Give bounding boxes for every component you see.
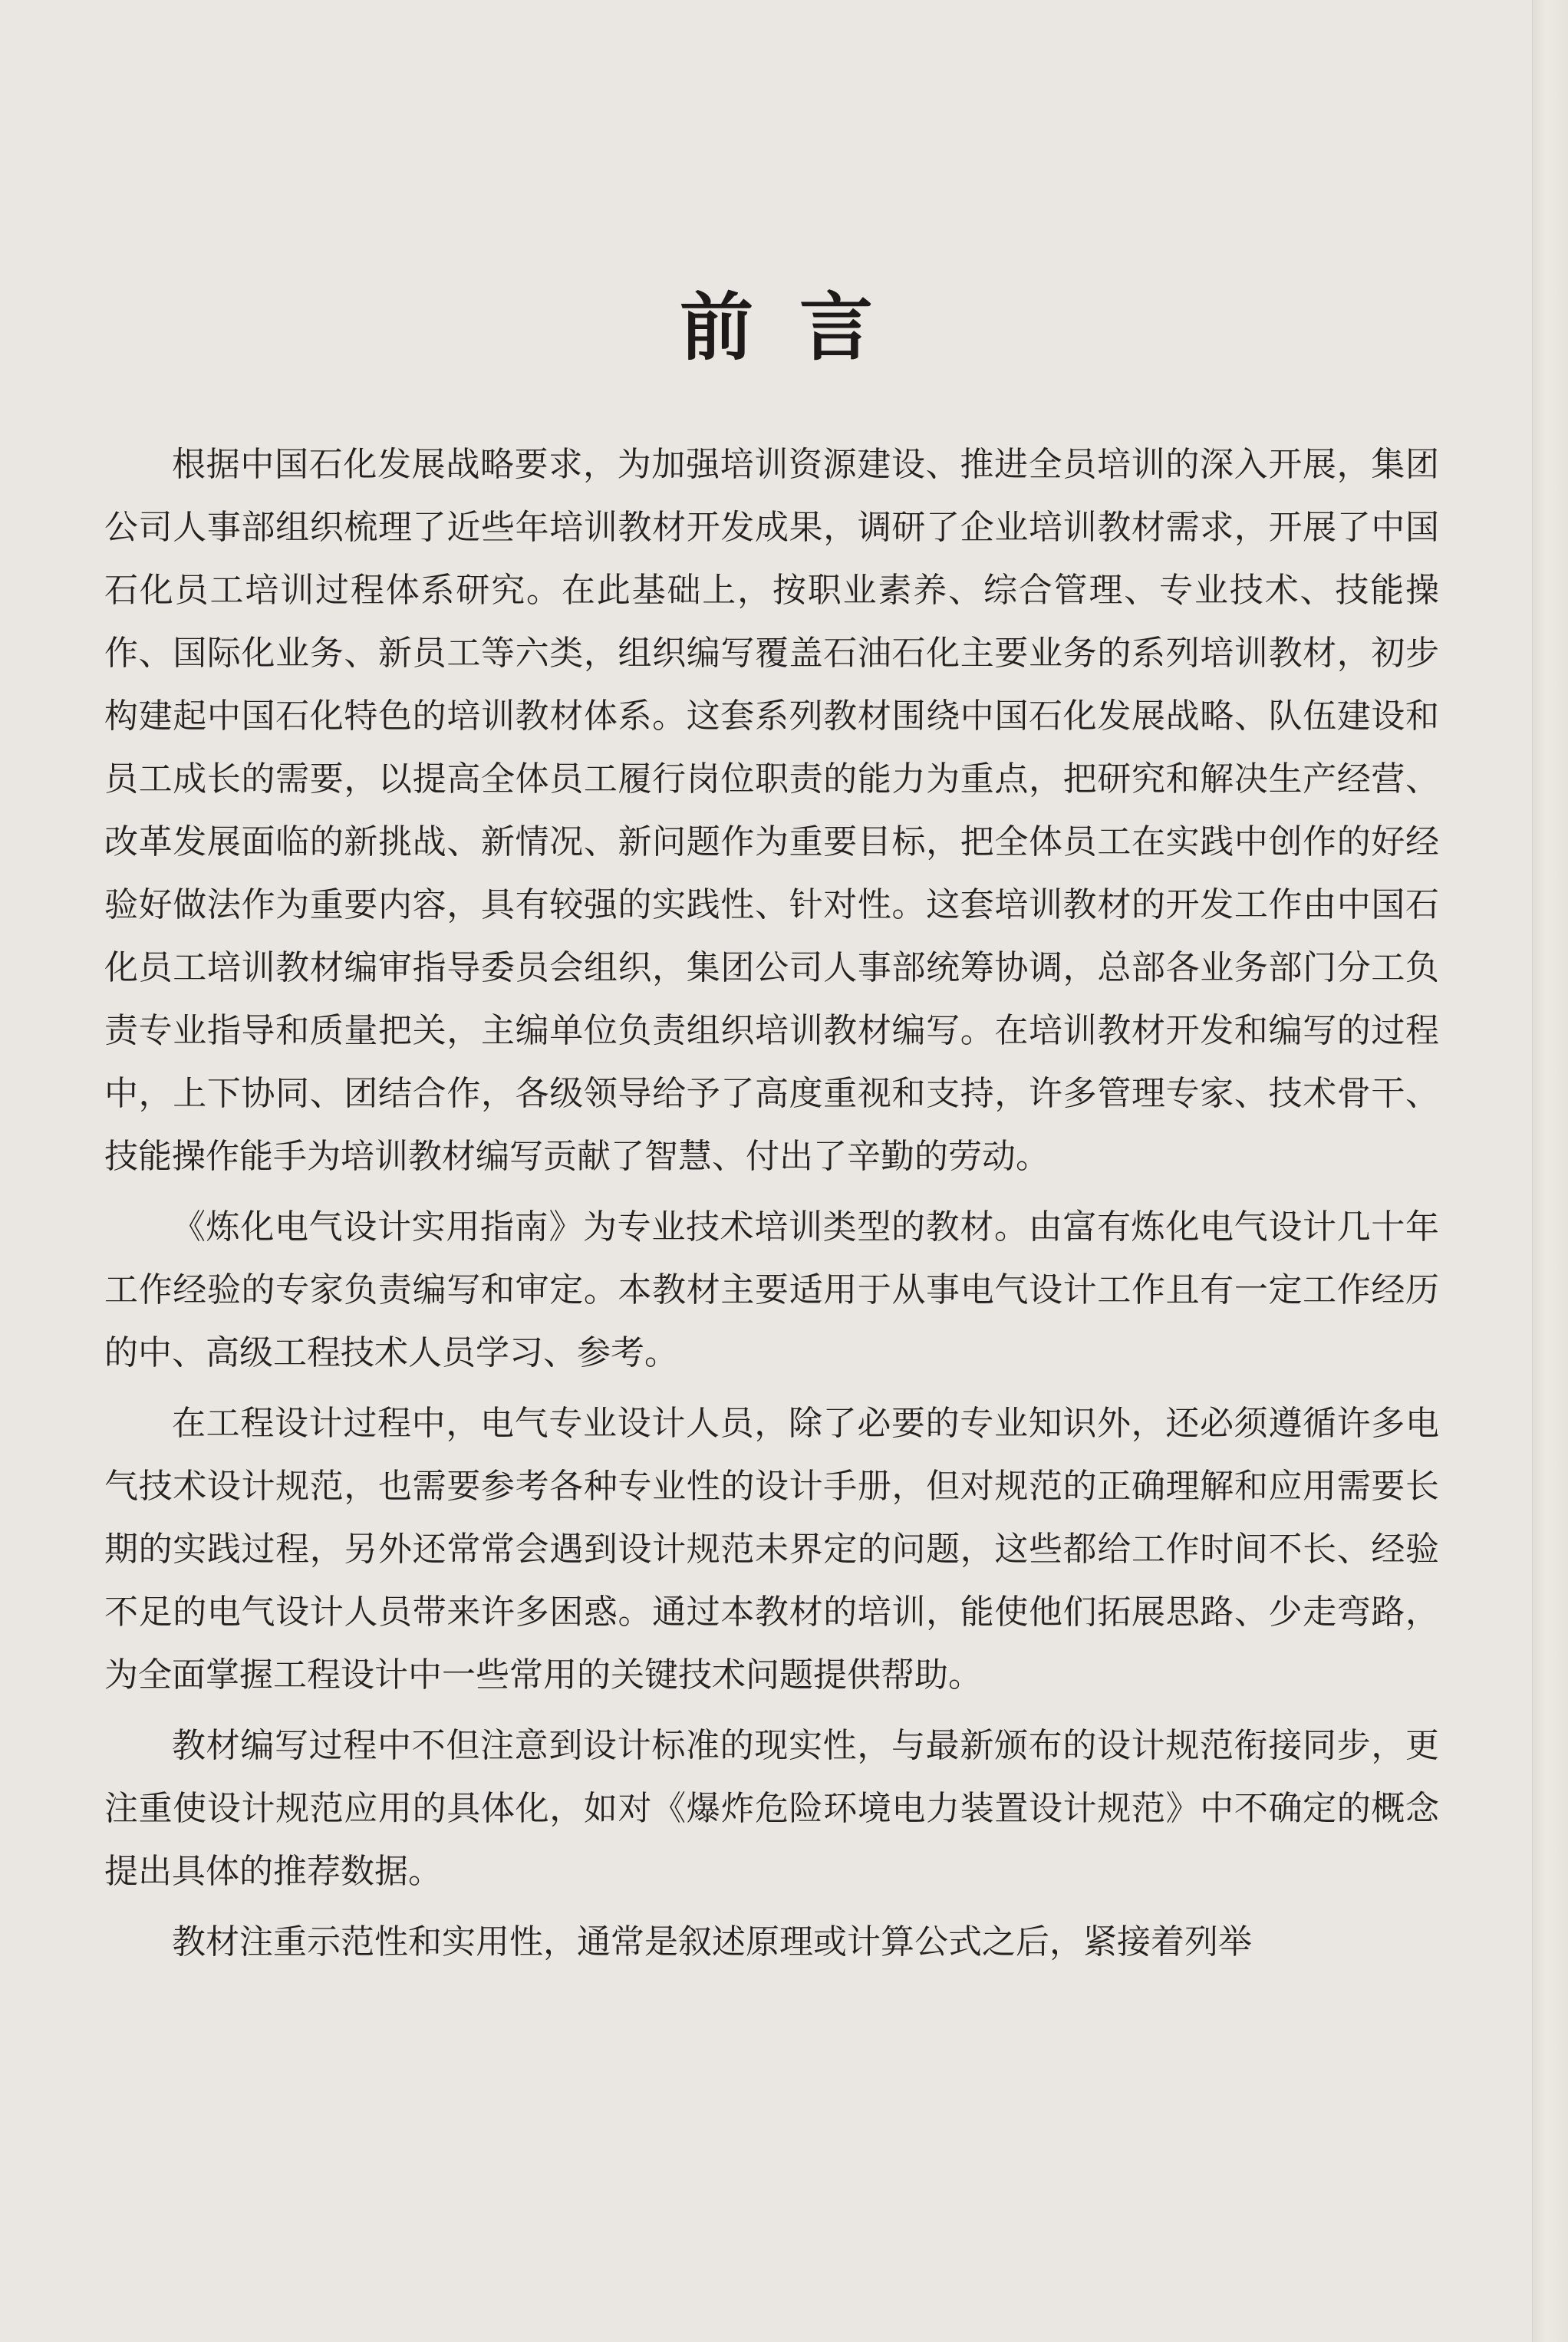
paragraph: 教材注重示范性和实用性，通常是叙述原理或计算公式之后，紧接着列举 bbox=[172, 1922, 1252, 1962]
body-text bbox=[104, 433, 1439, 1981]
paragraph: 在工程设计过程中，电气专业设计人员，除了必要的专业知识外，还必须遵循许多电气技术设计规范，也需要参考各种专业性的设计手册，但对规范的正确理解和应用需要长期的实践过程，另外还常常会遇到设计规范未界定的问题，这些都给工作时间不长、经验不足的电气设计人员带来许多困惑。通过本教材的培训，能使他们拓展思路、少走弯路，为全面掌握工程设计中一些常用的关键技术问题提供帮助。 bbox=[104, 1404, 1439, 1695]
paragraph: 教材编写过程中不但注意到设计标准的现实性，与最新颁布的设计规范衔接同步，更注重使设计规范应用的具体化，如对《爆炸危险环境电力装置设计规范》中不确定的概念提出具体的推荐数据。 bbox=[104, 1726, 1439, 1891]
paragraph: 根据中国石化发展战略要求，为加强培训资源建设、推进全员培训的深入开展，集团公司人事部组织梳理了近些年培训教材开发成果，调研了企业培训教材需求，开展了中国石化员工培训过程体系研究。在此基础上，按职业素养、综合管理、专业技术、技能操作、国际化业务、新员工等六类，组织编写覆盖石油石化主要业务的系列培训教材，初步构建起中国石化特色的培训教材体系。这套系列教材围绕中国石化发展战略、队伍建设和员工成长的需要，以提高全体员工履行岗位职责的能力为重点，把研究和解决生产经营、改革发展面临的新挑战、新情况、新问题作为重要目标，把全体员工在实践中创作的好经验好做法作为重要内容，具有较强的实践性、针对性。这套培训教材的开发工作由中国石化员工培训教材编审指导委员会组织，集团公司人事部统筹协调，总部各业务部门分工负责专业指导和质量把关，主编单位负责组织培训教材编写。在培训教材开发和编写的过程中，上下协同、团结合作，各级领导给予了高度重视和支持，许多管理专家、技术骨干、技能操作能手为培训教材编写贡献了智慧、付出了辛勤的劳动。 bbox=[104, 445, 1439, 1176]
paragraph: 《炼化电气设计实用指南》为专业技术培训类型的教材。由富有炼化电气设计几十年工作经验的专家负责编写和审定。本教材主要适用于从事电气设计工作且有一定工作经历的中、高级工程技术人员学习、参考。 bbox=[104, 1207, 1439, 1372]
page-title: 前言 bbox=[680, 284, 919, 371]
